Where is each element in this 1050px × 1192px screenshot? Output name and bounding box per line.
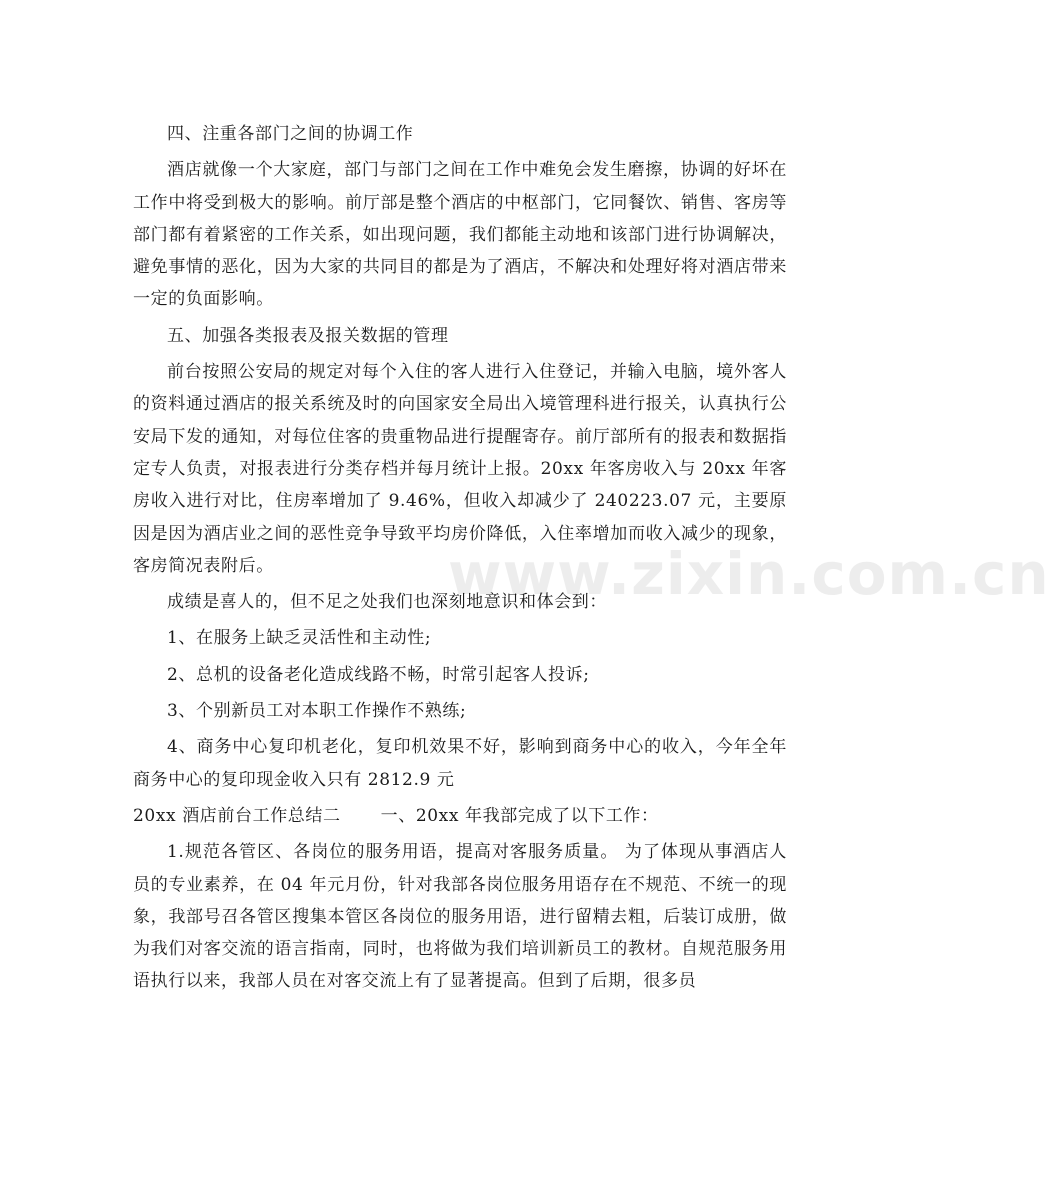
- watermark: www.zixin.com.cn: [448, 540, 1050, 608]
- list-item: 1、在服务上缺乏灵活性和主动性;: [167, 628, 432, 649]
- section-heading-reports: 五、加强各类报表及报关数据的管理: [167, 325, 449, 346]
- list-item: 3、个别新员工对本职工作操作不熟练;: [167, 701, 467, 722]
- section-heading-coordination: 四、注重各部门之间的协调工作: [167, 124, 414, 144]
- document-body: [133, 118, 787, 1002]
- paragraph-standardize-language: 1.规范各管区、各岗位的服务用语，提高对客服务质量。 为了体现从事酒店人员的专业素养，在 04 年元月份，针对我部各岗位服务用语存在不规范、不统一的现象，我部号召各管区搜集本管区各岗位的服务用语，进行留精去粗，后装订成册，做为我们对客交流的语言指南，同时，也将做为我们培训新员工的教材。自规范服务用语执行以来，我部人员在对客交流上有了显著提高。但到了后期，很多员: [133, 842, 787, 992]
- paragraph-shortcomings-intro: 成绩是喜人的，但不足之处我们也深刻地意识和体会到：: [167, 592, 607, 613]
- list-item: 4、商务中心复印机老化，复印机效果不好，影响到商务中心的收入，今年全年商务中心的复印现金收入只有 2812.9 元: [133, 737, 787, 790]
- summary-two-title: 20xx 酒店前台工作总结二: [133, 805, 341, 826]
- paragraph-reports: 前台按照公安局的规定对每个入住的客人进行入住登记，并输入电脑，境外客人的资料通过酒店的报关系统及时的向国家安全局出入境管理科进行报关，认真执行公安局下发的通知，对每位住客的贵重物品进行提醒寄存。前厅部所有的报表和数据指定专人负责，对报表进行分类存档并每月统计上报。20xx 年客房收入与 20xx 年客房收入进行对比，住房率增加了 9.46%，但收入却减少了 240223.07 元，主要原因是因为酒店业之间的恶性竞争导致平均房价降低，入住率增加而收入减少的现象，客房简况表附后。: [133, 362, 787, 576]
- summary-two-heading: [133, 800, 787, 832]
- summary-two-subtitle: 一、20xx 年我部完成了以下工作：: [380, 805, 659, 826]
- list-item: 2、总机的设备老化造成线路不畅，时常引起客人投诉;: [167, 664, 590, 685]
- paragraph-coordination: 酒店就像一个大家庭，部门与部门之间在工作中难免会发生磨擦，协调的好坏在工作中将受到极大的影响。前厅部是整个酒店的中枢部门，它同餐饮、销售、客房等部门都有着紧密的工作关系，如出现问题，我们都能主动地和该部门进行协调解决，避免事情的恶化，因为大家的共同目的都是为了酒店，不解决和处理好将对酒店带来一定的负面影响。: [133, 160, 787, 310]
